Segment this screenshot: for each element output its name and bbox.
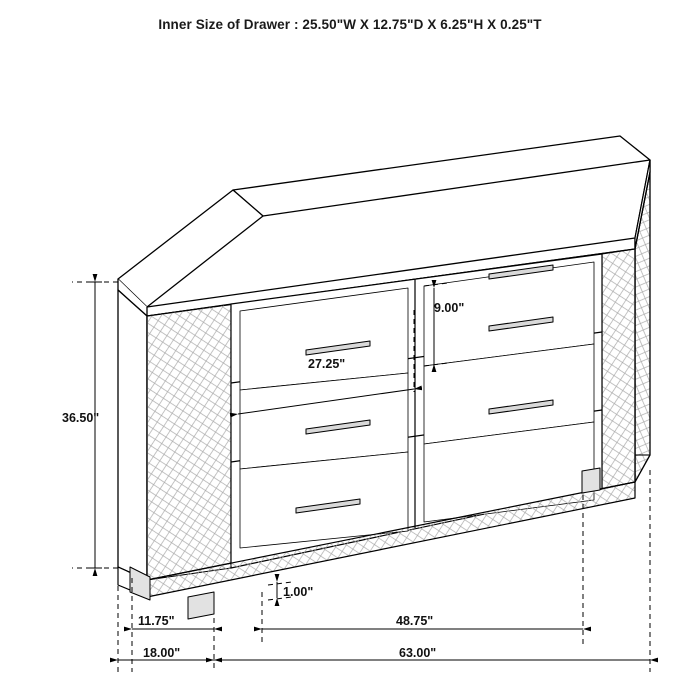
dimension-label-drawer-front-width: 27.25" (308, 357, 346, 371)
page-title: Inner Size of Drawer : 25.50"W X 12.75"D X 6.25"H X 0.25"T (158, 17, 542, 32)
dimension-label-drawer-front-height: 9.00" (434, 301, 465, 315)
dimension-label-depth-front: 11.75" (138, 614, 175, 628)
dimension-label-base-rail-height: 1.00" (283, 585, 314, 599)
dimension-label-width-overall: 63.00" (399, 646, 437, 660)
dimension-label-height-overall: 36.50" (62, 411, 100, 425)
dimension-label-depth-overall: 18.00" (143, 646, 181, 660)
dimension-label-width-front-panel: 48.75" (396, 614, 434, 628)
